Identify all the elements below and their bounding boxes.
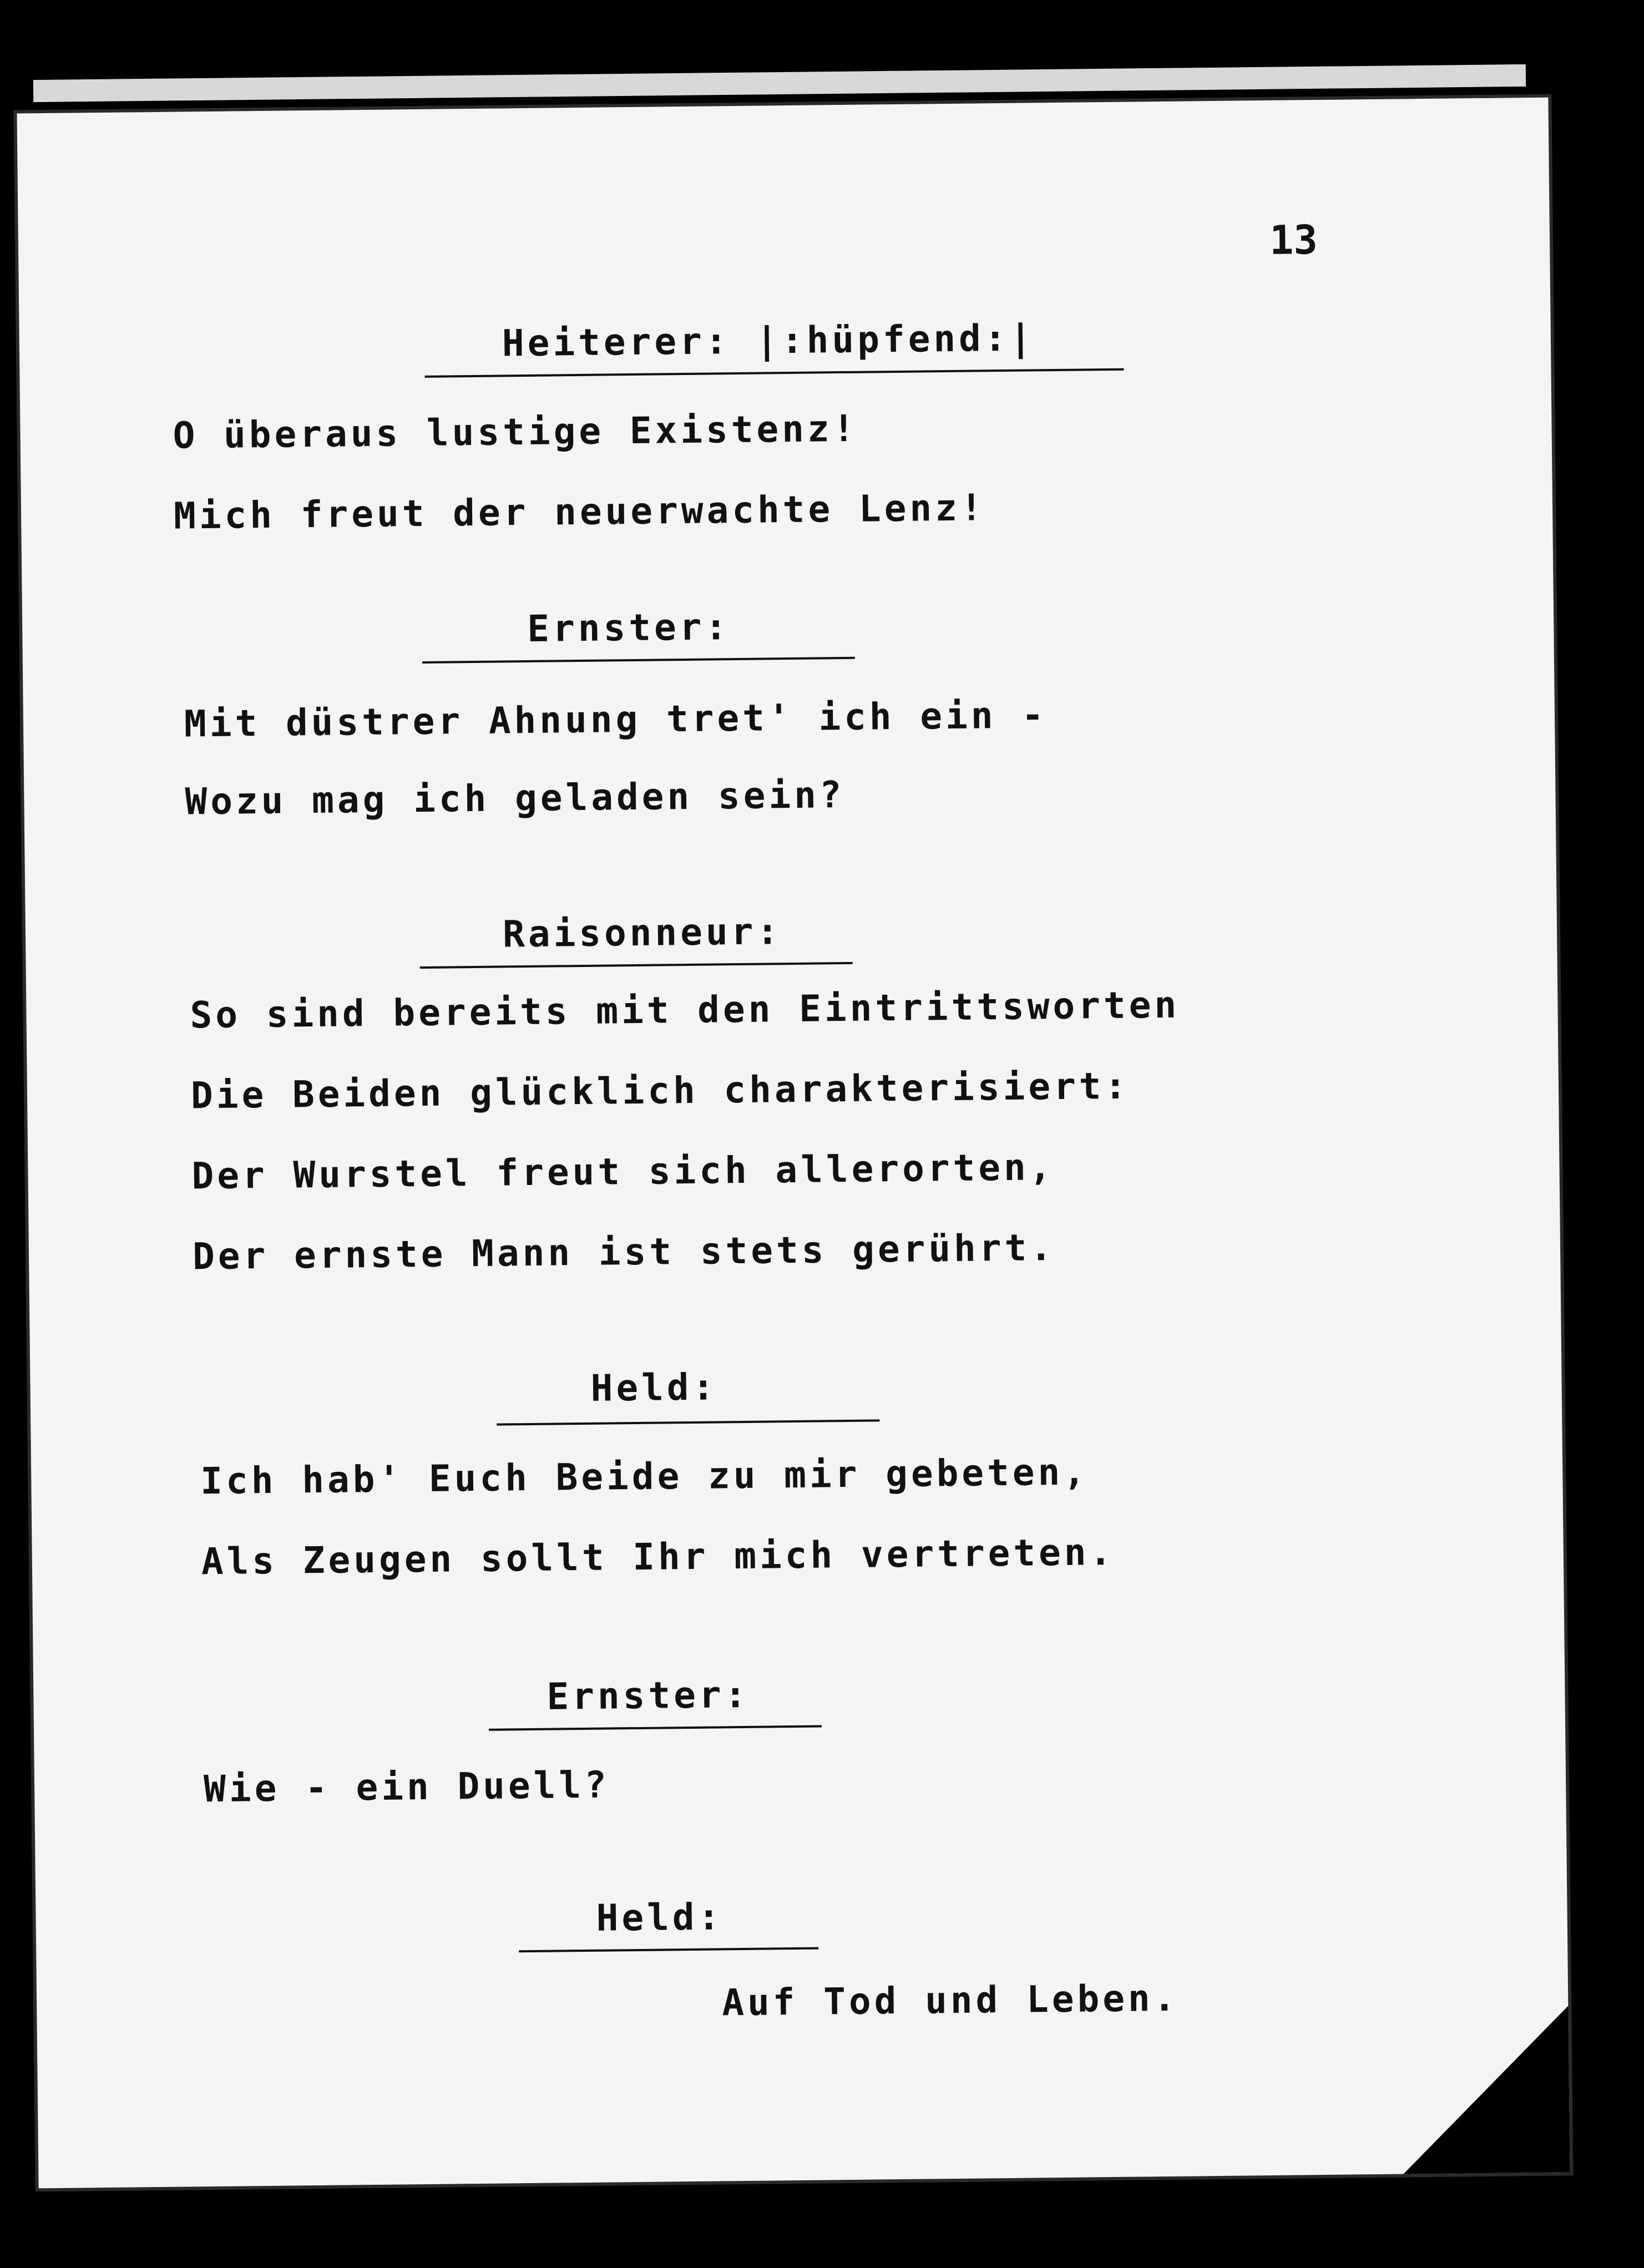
speaker-heading: Ernster: [527, 605, 731, 650]
verse-line: Der Wurstel freut sich allerorten, [191, 1146, 1055, 1198]
speaker-heading: Ernster: [547, 1673, 750, 1718]
verse-line: Wie - ein Duell? [203, 1763, 610, 1811]
speaker-underline [422, 657, 855, 664]
verse-line: Wozu mag ich geladen sein? [185, 773, 845, 823]
speaker-underline [519, 1947, 818, 1953]
verse-line: Die Beiden glücklich charakterisiert: [190, 1064, 1130, 1117]
verse-line: So sind bereits mit den Eintrittsworten [190, 983, 1180, 1037]
speaker-underline [420, 962, 853, 969]
document-page [17, 98, 1570, 2189]
speaker-underline [424, 368, 1124, 378]
speaker-heading: Held: [590, 1365, 718, 1410]
speaker-heading: Heiterer: |:hüpfend:| [502, 316, 1035, 365]
page-edge [33, 64, 1526, 102]
verse-line: O überaus lustige Existenz! [173, 407, 858, 457]
speaker-heading: Held: [596, 1895, 724, 1940]
verse-line: Ich hab' Euch Beide zu mir gebeten, [200, 1450, 1089, 1503]
verse-line: Als Zeugen sollt Ihr mich vertreten. [201, 1530, 1115, 1583]
verse-line: Der ernste Mann ist stets gerührt. [192, 1226, 1056, 1278]
page-number: 13 [1269, 216, 1318, 264]
verse-line: Mich freut der neuerwachte Lenz! [173, 486, 986, 538]
speaker-heading: Raisonneur: [502, 910, 782, 956]
speaker-underline [497, 1419, 879, 1425]
dark-corner [1402, 2006, 1570, 2174]
speaker-underline [489, 1725, 822, 1731]
verse-line: Mit düstrer Ahnung tret' ich ein - [184, 693, 1048, 746]
verse-line: Auf Tod und Leben. [721, 1976, 1179, 2024]
